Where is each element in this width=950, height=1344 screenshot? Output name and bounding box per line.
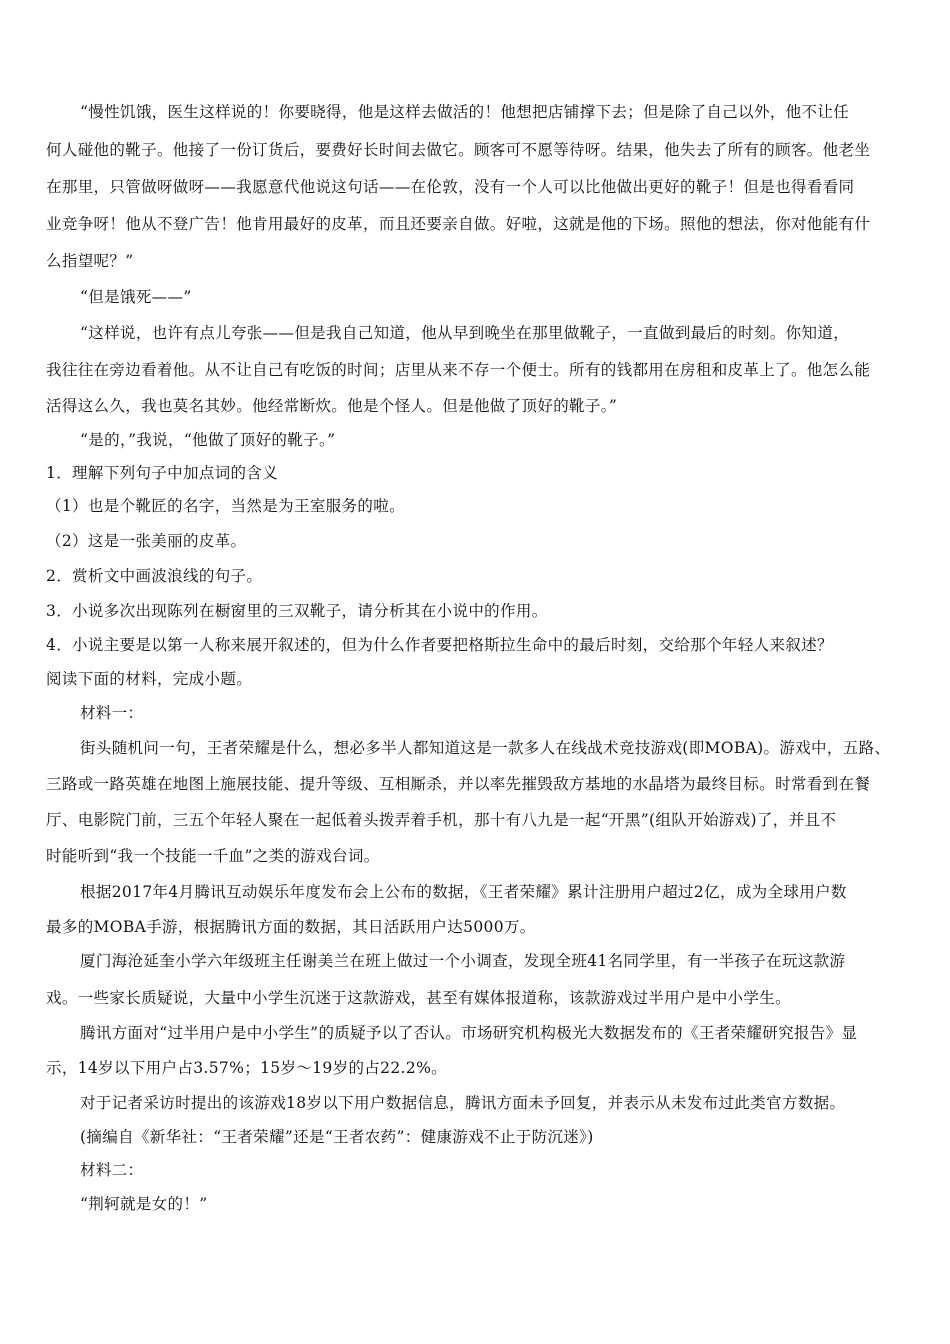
question-4: 4．小说主要是以第一人称来展开叙述的，但为什么作者要把格斯拉生命中的最后时刻，交给那个年轻人来叙述？ [46, 636, 833, 654]
paragraph-line: 何人碰他的靴子。他接了一份订货后，要费好长时间去做它。顾客可不愿等待呀。结果，他失去了所有的顾客。他老坐 [46, 141, 871, 159]
paragraph-line: “慢性饥饿，医生这样说的！你要晓得，他是这样去做活的！他想把店铺撑下去；但是除了自己以外，他不让任 [80, 103, 850, 121]
paragraph-line: “但是饿死——” [80, 288, 192, 306]
paragraph-line: 三路或一路英雄在地图上施展技能、提升等级、互相厮杀，并以率先摧毁敌方基地的水晶塔为最终目标。时常看到在餐 [46, 775, 871, 793]
paragraph-line: “这样说，也许有点儿夸张——但是我自己知道，他从早到晚坐在那里做靴子，一直做到最后的时刻。你知道， [80, 324, 850, 342]
paragraph-line: 时能听到“我一个技能一千血”之类的游戏台词。 [46, 847, 380, 865]
question-2: 2．赏析文中画波浪线的句子。 [46, 567, 263, 585]
source-citation: (摘编自《新华社：“王者荣耀”还是“王者农药”：健康游戏不止于防沉迷》) [80, 1128, 594, 1146]
paragraph-line: 腾讯方面对“过半用户是中小学生”的质疑予以了否认。市场研究机构极光大数据发布的《王者荣耀研究报告》显 [80, 1024, 858, 1042]
question-1-item-1: （1）也是个靴匠的名字，当然是为王室服务的啦。 [46, 497, 405, 515]
paragraph-line: 最多的MOBA手游，根据腾讯方面的数据，其日活跃用户达5000万。 [46, 918, 536, 936]
question-3: 3．小说多次出现陈列在橱窗里的三双靴子，请分析其在小说中的作用。 [46, 602, 548, 620]
material-1-heading: 材料一： [80, 704, 144, 722]
paragraph-line: 戏。一些家长质疑说，大量中小学生沉迷于这款游戏，甚至有媒体报道称，该款游戏过半用户是中小学生。 [46, 989, 791, 1007]
paragraph-line: 对于记者采访时提出的该游戏18岁以下用户数据信息，腾讯方面未予回复，并表示从未发布过此类官方数据。 [80, 1094, 846, 1112]
paragraph-line: “是的，”我说，“他做了顶好的靴子。” [80, 431, 336, 449]
paragraph-line: 在那里，只管做呀做呀——我愿意代他说这句话——在伦敦，没有一个人可以比他做出更好的靴子！但是也得看看同 [46, 178, 855, 196]
paragraph-line: 厦门海沧延奎小学六年级班主任谢美兰在班上做过一个小调查，发现全班41名同学里，有一半孩子在玩这款游 [80, 952, 846, 970]
paragraph-line: 厅、电影院门前，三五个年轻人聚在一起低着头拨弄着手机，那十有八九是一起“开黑”(组队开始游戏)了，并且不 [46, 811, 837, 829]
paragraph-line: 我往往在旁边看着他。从不让自己有吃饭的时间；店里从来不存一个便士。所有的钱都用在房租和皮革上了。他怎么能 [46, 361, 871, 379]
material-2-heading: 材料二： [80, 1161, 144, 1179]
question-1: 1．理解下列句子中加点词的含义 [46, 464, 279, 482]
paragraph-line: “荆轲就是女的！” [80, 1195, 208, 1213]
paragraph-line: 么指望呢？” [46, 252, 134, 270]
paragraph-line: 活得这么久，我也莫名其妙。他经常断炊。他是个怪人。但是他做了顶好的靴子。” [46, 397, 618, 415]
paragraph-line: 示，14岁以下用户占3.57%；15岁～19岁的占22.2%。 [46, 1059, 447, 1077]
reading-instruction: 阅读下面的材料，完成小题。 [46, 670, 253, 688]
paragraph-line: 街头随机问一句，王者荣耀是什么，想必多半人都知道这是一款多人在线战术竞技游戏(即MOBA)。游戏中，五路、 [80, 739, 891, 757]
paragraph-line: 根据2017年4月腾讯互动娱乐年度发布会上公布的数据，《王者荣耀》累计注册用户超过2亿，成为全球用户数 [80, 883, 847, 901]
paragraph-line: 业竞争呀！他从不登广告！他肯用最好的皮革，而且还要亲自做。好啦，这就是他的下场。照他的想法，你对他能有什 [46, 215, 871, 233]
question-1-item-2: （2）这是一张美丽的皮革。 [46, 532, 247, 550]
